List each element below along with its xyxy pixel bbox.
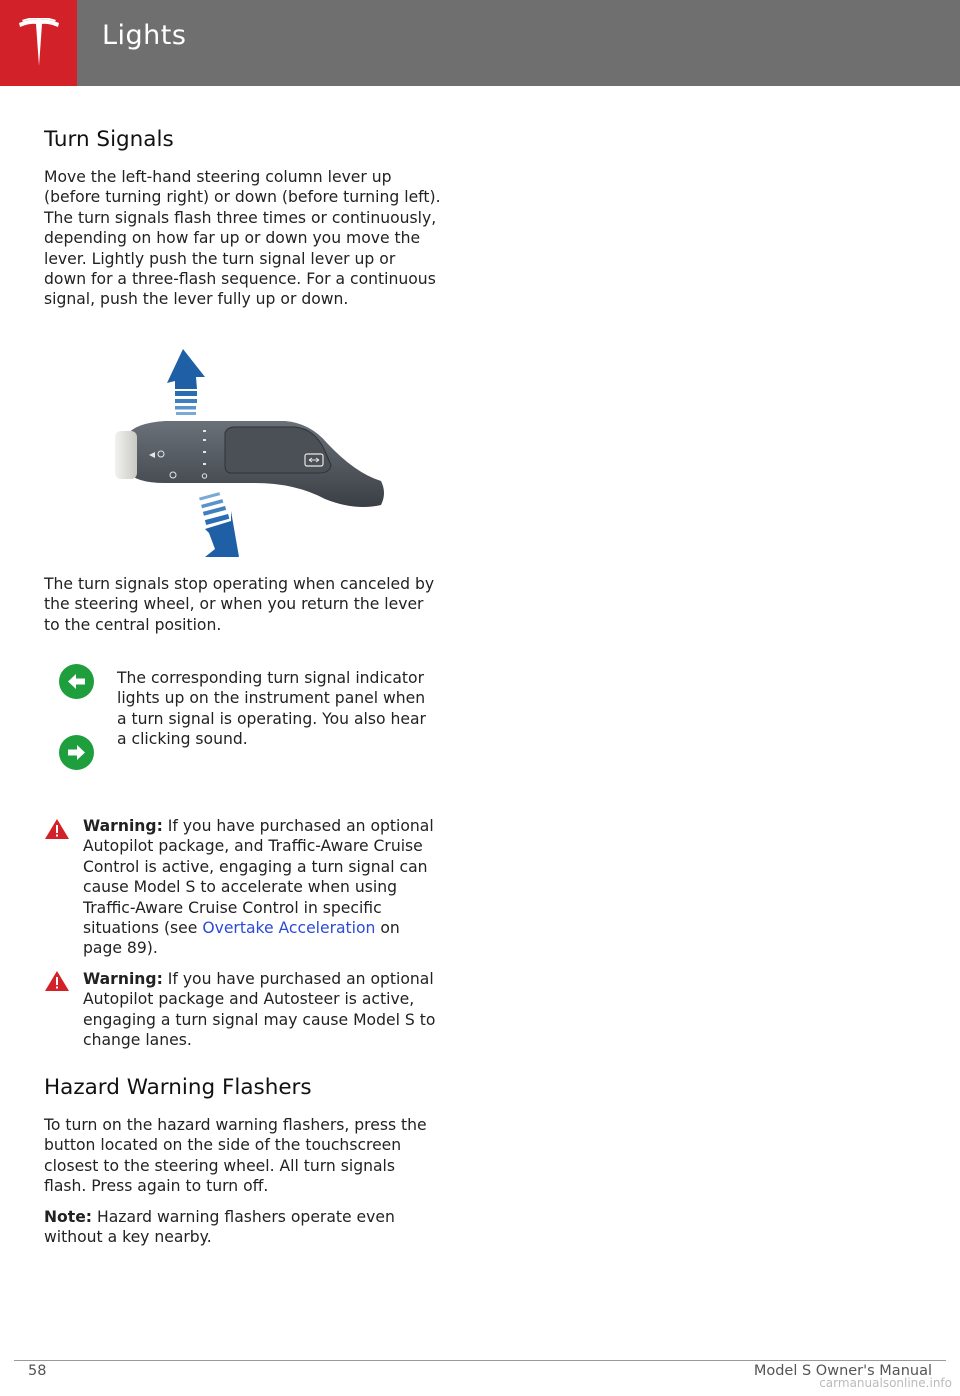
- note-label: Note:: [44, 1208, 93, 1226]
- right-turn-indicator-icon: [59, 735, 94, 774]
- warning-icon: [44, 818, 70, 844]
- warning-label: Warning:: [83, 970, 163, 988]
- paragraph-text: The corresponding turn signal indicator lights up on the instrument panel when a turn signal is operating. You also hear a clicking sound.: [117, 669, 426, 749]
- turn-signal-lever-illustration: [105, 343, 390, 561]
- warning-text: If you have purchased an optional Autopilot package, and Traffic-Aware Cruise Control is active, engaging a turn signal can cause Model S to accelerate when using Traffic-Aware Cruise Control in specific situations (see: [83, 817, 434, 938]
- indicator-note: [117, 668, 437, 750]
- paragraph-text: The turn signals stop operating when canceled by the steering wheel, or when you return the lever to the central position.: [44, 575, 435, 634]
- overtake-acceleration-link[interactable]: Overtake Acceleration: [202, 919, 376, 938]
- section-heading: Turn Signals: [44, 127, 174, 152]
- warning-autopilot-acceleration: [83, 816, 441, 959]
- warning-label: Warning:: [83, 817, 163, 835]
- manual-title: Model S Owner's Manual: [753, 1363, 932, 1379]
- tesla-logo: [0, 0, 77, 86]
- section-heading: Hazard Warning Flashers: [44, 1075, 312, 1100]
- tesla-logo-icon: [16, 18, 62, 68]
- page-title: Lights: [102, 20, 187, 51]
- paragraph-text: To turn on the hazard warning flashers, press the button located on the side of the touchscreen closest to the steering wheel. All turn signals flash. Press again to turn off.: [44, 1116, 427, 1196]
- watermark: carmanualsonline.info: [819, 1376, 952, 1390]
- left-turn-indicator-icon: [59, 664, 94, 703]
- section-hazard-warning-flashers: [44, 1075, 442, 1100]
- page-header: [0, 0, 960, 86]
- up-arrow-icon: [167, 349, 205, 415]
- down-arrow-icon: [199, 492, 239, 557]
- lever-body: [115, 421, 384, 507]
- paragraph-text: Move the left-hand steering column lever up (before turning right) or down (before turning left). The turn signals flash three times or continuously, depending on how far up or down you move the lever. Lightly push the turn signal lever up or down for a three-flash sequence. For a continuous signal, push the lever fully up or down.: [44, 168, 441, 309]
- note-text: Hazard warning flashers operate even without a key nearby.: [44, 1208, 395, 1247]
- hazard-note: [44, 1207, 442, 1248]
- warning-text: If you have purchased an optional Autopilot package and Autosteer is active, engaging a turn signal may cause Model S to change lanes.: [83, 970, 436, 1050]
- warning-icon: [44, 970, 70, 996]
- warning-text-end: on page 89).: [83, 919, 400, 958]
- page-number: 58: [28, 1363, 47, 1379]
- turn-signals-paragraph: [44, 167, 442, 310]
- turn-signals-cancel-paragraph: [44, 574, 442, 635]
- footer-divider: [14, 1360, 946, 1361]
- section-turn-signals: [44, 127, 442, 152]
- hazard-paragraph: [44, 1115, 442, 1197]
- warning-autosteer-lane-change: [83, 969, 441, 1051]
